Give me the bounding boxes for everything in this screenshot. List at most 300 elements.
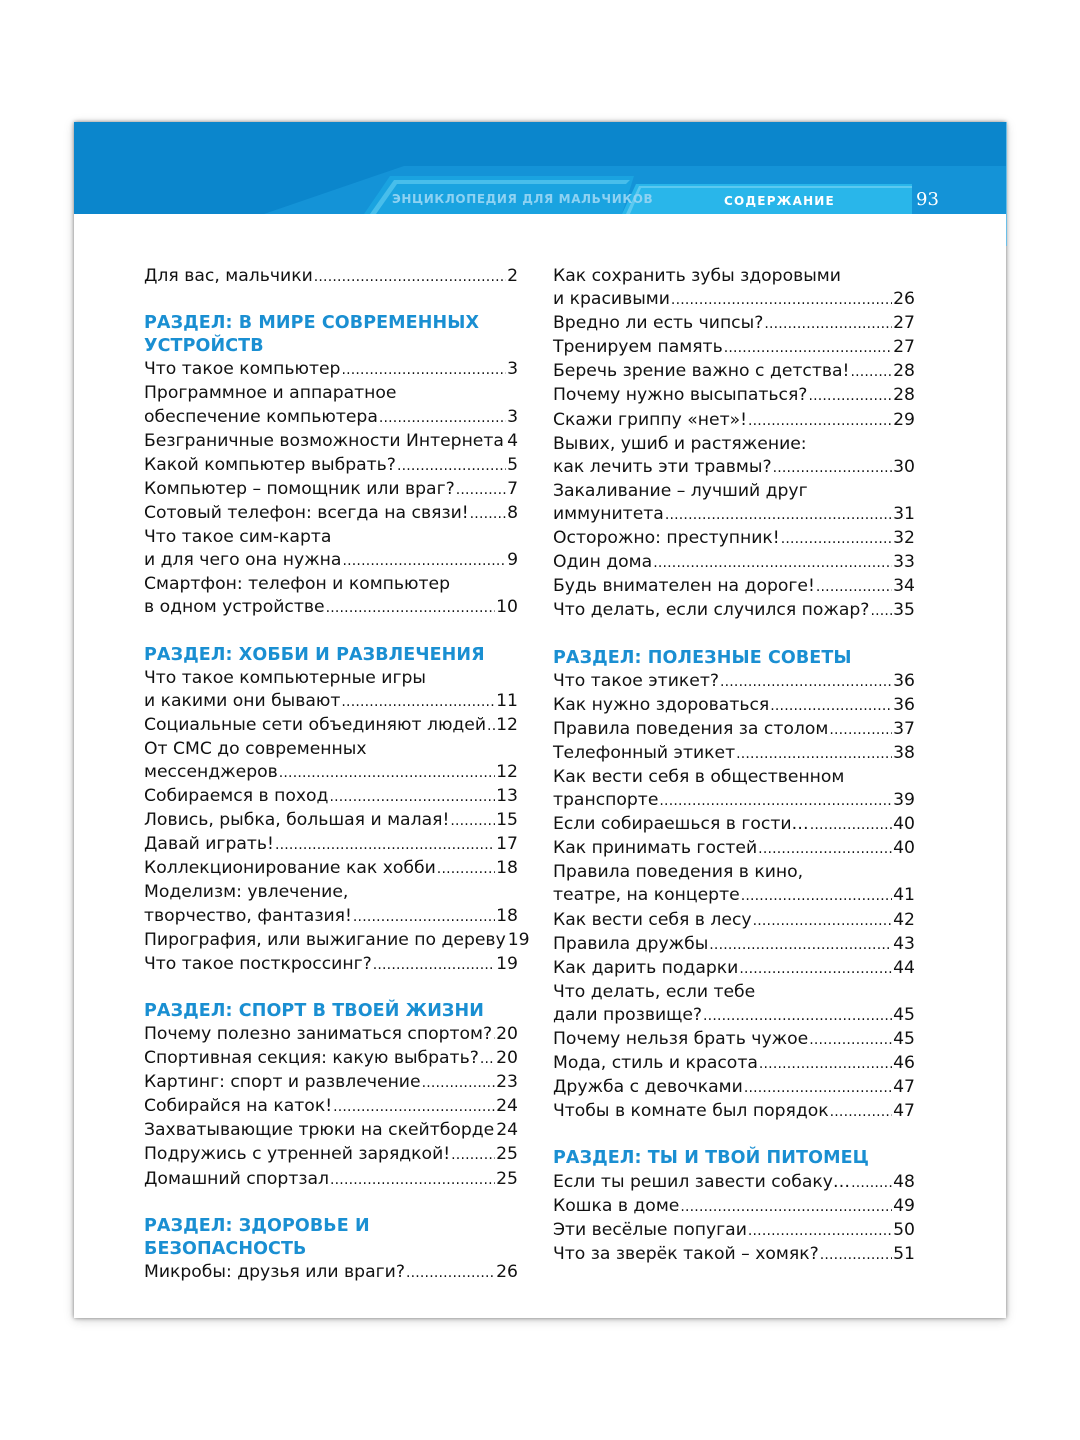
toc-page-number: 50	[893, 1219, 915, 1240]
toc-entry[interactable]	[553, 670, 915, 694]
toc-entry-title-line: Собираемся в поход	[144, 786, 329, 807]
toc-entry[interactable]	[144, 1261, 518, 1285]
dot-leader	[480, 1047, 495, 1071]
toc-entry-row	[553, 360, 915, 384]
toc-entry-title-line: Собирайся на каток!	[144, 1096, 333, 1117]
toc-entry[interactable]	[553, 336, 915, 360]
toc-entry-title-line: Скажи гриппу «нет»!	[553, 409, 747, 430]
toc-entry-title-line: Для вас, мальчики	[144, 266, 313, 286]
toc-entry[interactable]	[144, 358, 518, 382]
toc-entry-title-line: Что делать, если тебе	[553, 981, 756, 1002]
toc-entry[interactable]	[553, 1171, 915, 1195]
section-spacer	[144, 620, 518, 643]
toc-entry-title-line: Компьютер – помощник или враг?	[144, 478, 455, 499]
toc-entry-row	[144, 454, 518, 478]
toc-entry[interactable]	[553, 957, 915, 981]
toc-entry-title-line: Что такое сим-карта	[144, 527, 332, 548]
dot-leader	[671, 288, 892, 312]
toc-entry[interactable]	[553, 813, 915, 837]
dot-leader	[470, 502, 506, 526]
toc-page-number: 38	[893, 742, 915, 763]
toc-entry-row	[144, 358, 518, 382]
toc-entry-row	[144, 502, 518, 526]
toc-entry-title-line: и какими они бывают	[144, 690, 341, 711]
section-title: СОДЕРЖАНИЕ	[724, 194, 835, 208]
toc-entry-title-line: Кошка в доме	[553, 1195, 680, 1216]
toc-entry-row	[553, 1195, 915, 1219]
toc-page-number: 23	[496, 1072, 518, 1093]
section-heading	[144, 1000, 518, 1023]
toc-page-number: 10	[496, 597, 518, 618]
dot-leader	[736, 742, 892, 766]
toc-entry-title-line: Тренируем память	[553, 337, 723, 358]
toc-page-number: 25	[496, 1168, 518, 1189]
toc-entry-row	[553, 957, 915, 981]
toc-entry[interactable]	[553, 1243, 915, 1267]
toc-page-number: 51	[893, 1243, 915, 1264]
toc-page-number: 30	[893, 456, 915, 477]
toc-entry-title-line: Как принимать гостей	[553, 838, 758, 859]
toc-entry-row	[144, 1071, 518, 1095]
dot-leader	[659, 789, 892, 813]
toc-page-number: 20	[496, 1024, 518, 1044]
section-spacer	[144, 289, 518, 312]
section-heading	[144, 644, 518, 667]
toc-entry[interactable]	[144, 454, 518, 478]
toc-page-number: 24	[496, 1096, 518, 1117]
dot-leader	[830, 1100, 893, 1124]
toc-entry[interactable]	[553, 1052, 915, 1076]
toc-entry-title-line: и для чего она нужна	[144, 550, 342, 571]
toc-entry-title-line: Социальные сети объединяют людей	[144, 714, 487, 735]
toc-entry-title-line: Почему полезно заниматься спортом?	[144, 1024, 493, 1044]
page-edge-line	[1006, 122, 1007, 246]
toc-entry-title-line: Что такое этикет?	[553, 670, 719, 691]
toc-entry-title-line: Телефонный этикет	[553, 742, 736, 763]
toc-entry-title-line: Программное и аппаратное	[144, 383, 397, 404]
toc-entry[interactable]	[553, 409, 915, 433]
dot-leader	[773, 456, 893, 480]
toc-page-number: 13	[496, 786, 518, 807]
toc-entry[interactable]	[553, 433, 915, 480]
toc-page-number: 45	[893, 1029, 915, 1049]
toc-entry-row	[144, 833, 518, 857]
toc-entry[interactable]	[144, 953, 518, 977]
toc-page-number: 39	[893, 790, 915, 811]
toc-page-number: 31	[893, 503, 915, 524]
dot-leader	[759, 1052, 892, 1076]
toc-entry-title-line: Что такое компьютер	[144, 359, 341, 380]
toc-page-number: 41	[893, 885, 915, 906]
section-spacer	[553, 1124, 915, 1147]
toc-entry[interactable]	[144, 430, 518, 454]
toc-entry-title-line: Спортивная секция: какую выбрать?	[144, 1048, 479, 1069]
toc-entry-title-line: Что такое компьютерные игры	[144, 667, 426, 688]
toc-page-number: 12	[496, 761, 518, 782]
toc-entry-row	[144, 406, 518, 430]
toc-entry-title-line: Безграничные возможности Интернета	[144, 430, 504, 451]
dot-leader	[456, 478, 506, 502]
toc-entry-title-line: Как нужно здороваться	[553, 694, 770, 715]
toc-page-number: 40	[893, 838, 915, 859]
toc-entry[interactable]	[144, 881, 518, 928]
toc-right-column	[553, 265, 915, 1267]
toc-entry-title-line: в одном устройстве	[144, 597, 325, 618]
dot-leader	[437, 857, 495, 881]
toc-entry-title-line: как лечить эти травмы?	[553, 456, 772, 477]
toc-page-number: 46	[893, 1053, 915, 1074]
toc-entry-title-line: Давай играть!	[144, 834, 274, 855]
toc-entry[interactable]	[144, 785, 518, 809]
toc-entry-title-line: дали прозвище?	[553, 1004, 703, 1025]
toc-page-number: 8	[507, 502, 518, 523]
toc-entry-row	[553, 599, 915, 623]
toc-entry[interactable]	[553, 1076, 915, 1100]
toc-entry-row	[144, 761, 518, 785]
toc-entry-title-line: транспорте	[553, 790, 659, 811]
toc-entry-row	[553, 670, 915, 694]
toc-entry-title-line: Что за зверёк такой – хомяк?	[553, 1243, 819, 1264]
toc-entry-title-line: Какой компьютер выбрать?	[144, 454, 396, 475]
toc-entry[interactable]	[144, 929, 530, 953]
toc-entry-row	[553, 1028, 915, 1052]
toc-entry[interactable]	[144, 714, 518, 738]
toc-entry-title-line: Закаливание – лучший друг	[553, 480, 808, 501]
toc-page-number: 42	[893, 909, 915, 930]
toc-entry-row	[553, 909, 915, 933]
toc-entry-title-line: Как сохранить зубы здоровыми	[553, 266, 841, 286]
toc-page-number: 27	[893, 337, 915, 358]
toc-entry-title-line: Вывих, ушиб и растяжение:	[553, 433, 807, 454]
toc-page-number: 20	[496, 1048, 518, 1069]
dot-leader	[451, 1143, 495, 1167]
toc-entry[interactable]	[144, 502, 518, 526]
toc-entry-title-line: Осторожно: преступник!	[553, 528, 780, 549]
toc-entry-title-line: Мода, стиль и красота	[553, 1053, 758, 1074]
toc-page-number: 35	[893, 600, 915, 621]
toc-entry-title-line: Смартфон: телефон и компьютер	[144, 574, 451, 595]
toc-entry-row	[144, 785, 518, 809]
section-heading-line: РАЗДЕЛ: ЗДОРОВЬЕ И БЕЗОПАСНОСТЬ	[144, 1215, 370, 1259]
toc-entry-row	[144, 478, 518, 502]
toc-entry-row	[144, 1047, 518, 1071]
dot-leader	[406, 1261, 495, 1285]
toc-entry-row	[553, 1052, 915, 1076]
section-heading	[553, 1147, 915, 1170]
toc-entry-title-line: Как вести себя в общественном	[553, 766, 845, 787]
toc-entry-row	[144, 690, 518, 714]
dot-leader	[314, 265, 506, 289]
toc-page-number: 18	[496, 858, 518, 879]
toc-entry-title-line: Эти весёлые попугаи	[553, 1219, 747, 1240]
toc-entry[interactable]	[553, 837, 915, 861]
toc-entry-title-line: творчество, фантазия!	[144, 905, 352, 926]
toc-entry[interactable]	[144, 1143, 518, 1167]
toc-entry[interactable]	[553, 1219, 915, 1243]
toc-entry-title-line: Моделизм: увлечение,	[144, 882, 349, 903]
dot-leader	[680, 1195, 892, 1219]
toc-entry-row	[553, 527, 915, 551]
toc-page-number: 27	[893, 313, 915, 334]
toc-entry-row	[144, 549, 518, 573]
dot-leader	[341, 358, 506, 382]
toc-entry-title-line: Чтобы в комнате был порядок	[553, 1101, 829, 1122]
toc-entry-row	[553, 789, 915, 813]
toc-entry-row	[553, 933, 915, 957]
toc-entry-title-line: Сотовый телефон: всегда на связи!	[144, 502, 469, 523]
toc-entry-row	[553, 551, 915, 575]
toc-page-number: 33	[893, 552, 915, 573]
toc-entry-row	[553, 884, 915, 908]
toc-entry[interactable]	[144, 1095, 518, 1119]
section-heading-line: РАЗДЕЛ: ТЫ И ТВОЙ ПИТОМЕЦ	[553, 1148, 869, 1169]
dot-leader	[724, 336, 892, 360]
toc-entry[interactable]	[553, 312, 915, 336]
toc-entry-title-line: Правила дружбы	[553, 933, 709, 954]
section-heading-line: РАЗДЕЛ: В МИРЕ СОВРЕМЕННЫХ	[144, 313, 480, 334]
toc-page-number: 32	[893, 528, 915, 549]
toc-entry[interactable]	[553, 861, 915, 908]
toc-entry-row	[553, 813, 915, 837]
dot-leader	[326, 596, 496, 620]
toc-page-number: 2	[507, 266, 518, 286]
toc-entry-row	[553, 1243, 915, 1267]
dot-leader	[330, 1168, 495, 1192]
toc-entry[interactable]	[144, 738, 518, 785]
toc-entry[interactable]	[553, 551, 915, 575]
toc-page-number: 28	[893, 385, 915, 406]
dot-leader	[720, 670, 892, 694]
toc-entry-title-line: Правила поведения в кино,	[553, 862, 804, 883]
toc-entry[interactable]	[553, 265, 915, 312]
toc-entry-row	[144, 905, 518, 929]
toc-entry[interactable]	[144, 526, 518, 573]
toc-entry[interactable]	[553, 480, 915, 527]
dot-leader	[422, 1071, 496, 1095]
toc-entry-row	[553, 456, 915, 480]
dot-leader	[373, 953, 495, 977]
section-spacer	[144, 977, 518, 1000]
section-heading-line: РАЗДЕЛ: СПОРТ В ТВОЕЙ ЖИЗНИ	[144, 1000, 484, 1021]
toc-entry[interactable]	[144, 265, 518, 289]
toc-page-number: 19	[496, 953, 518, 974]
dot-leader	[744, 1076, 892, 1100]
toc-entry-row	[553, 837, 915, 861]
toc-page-number: 24	[496, 1120, 519, 1141]
toc-entry[interactable]	[144, 667, 518, 714]
toc-entry-title-line: Вредно ли есть чипсы?	[553, 313, 764, 334]
toc-page-number: 45	[893, 1004, 915, 1025]
dot-leader	[809, 1028, 892, 1052]
toc-entry[interactable]	[144, 1119, 518, 1143]
toc-entry[interactable]	[553, 384, 915, 408]
toc-entry[interactable]	[553, 718, 915, 742]
toc-entry-title-line: Если собираешься в гости…	[553, 814, 809, 835]
toc-entry-row	[144, 953, 518, 977]
toc-entry-title-line: Правила поведения за столом	[553, 718, 829, 739]
toc-entry-row	[144, 1168, 518, 1192]
toc-entry[interactable]	[553, 360, 915, 384]
toc-page-number: 7	[507, 478, 518, 499]
toc-entry[interactable]	[144, 833, 518, 857]
toc-entry-row	[144, 1119, 518, 1143]
toc-entry-row	[553, 384, 915, 408]
toc-entry-row	[144, 1261, 518, 1285]
toc-entry[interactable]	[553, 1195, 915, 1219]
toc-entry[interactable]	[144, 382, 518, 429]
dot-leader	[665, 503, 892, 527]
toc-page-number: 44	[893, 957, 915, 978]
dot-leader	[758, 837, 892, 861]
dot-leader	[770, 694, 892, 718]
section-heading	[553, 647, 915, 670]
toc-entry-title-line: Что такое посткроссинг?	[144, 953, 372, 974]
toc-entry-title-line: Один дома	[553, 552, 653, 573]
toc-page-number: 18	[496, 905, 518, 926]
dot-leader	[851, 1171, 892, 1195]
toc-page-number: 15	[496, 810, 518, 831]
toc-entry-title-line: Микробы: друзья или враги?	[144, 1261, 405, 1282]
toc-page-number: 34	[893, 576, 915, 597]
toc-page-number: 40	[893, 814, 915, 835]
toc-page-number: 12	[496, 714, 518, 735]
toc-entry-title-line: обеспечение компьютера	[144, 406, 378, 427]
toc-entry-title-line: Подружись с утренней зарядкой!	[144, 1144, 451, 1165]
toc-entry-row	[553, 1100, 915, 1124]
toc-entry-title-line: Как вести себя в лесу	[553, 909, 752, 930]
toc-entry-row	[553, 575, 915, 599]
toc-entry-row	[553, 1004, 915, 1028]
section-heading	[144, 1215, 518, 1261]
toc-page-number: 29	[893, 409, 915, 430]
toc-page-number: 17	[496, 834, 518, 855]
toc-entry-row	[144, 596, 518, 620]
toc-entry-row	[553, 718, 915, 742]
toc-entry-row	[553, 503, 915, 527]
toc-page-number: 26	[893, 289, 915, 310]
toc-entry[interactable]	[144, 573, 518, 620]
toc-entry-title-line: Коллекционирование как хобби	[144, 858, 436, 879]
toc-page-number: 37	[893, 718, 915, 739]
toc-entry[interactable]	[553, 1100, 915, 1124]
toc-entry-title-line: Домашний спортзал	[144, 1168, 329, 1189]
section-spacer	[144, 1192, 518, 1215]
toc-entry[interactable]	[553, 766, 915, 813]
toc-entry-row	[144, 1095, 518, 1119]
toc-entry[interactable]	[144, 809, 518, 833]
toc-entry-row	[144, 265, 518, 289]
toc-entry[interactable]	[553, 575, 915, 599]
toc-page-number: 19	[507, 929, 530, 950]
toc-entry[interactable]	[553, 909, 915, 933]
dot-leader	[397, 454, 506, 478]
toc-entry[interactable]	[553, 599, 915, 623]
toc-entry-title-line: Ловись, рыбка, большая и малая!	[144, 810, 450, 831]
toc-entry[interactable]	[144, 857, 518, 881]
dot-leader	[275, 833, 495, 857]
dot-leader	[487, 714, 495, 738]
toc-entry-row	[144, 1143, 518, 1167]
dot-leader	[781, 527, 892, 551]
toc-entry-title-line: Если ты решил завести собаку…	[553, 1171, 851, 1192]
toc-entry-row	[553, 312, 915, 336]
toc-page-number: 36	[893, 670, 915, 691]
dot-leader	[379, 406, 506, 430]
header-banner	[74, 122, 1006, 214]
toc-entry-row	[144, 430, 518, 454]
dot-leader	[341, 690, 495, 714]
toc-page-number: 28	[893, 361, 915, 382]
toc-entry[interactable]	[553, 933, 915, 957]
toc-entry-title-line: Как дарить подарки	[553, 957, 739, 978]
toc-entry-row	[144, 857, 518, 881]
toc-left-column	[144, 265, 530, 1285]
toc-entry-row	[553, 694, 915, 718]
toc-entry-title-line: Почему нельзя брать чужое	[553, 1029, 809, 1049]
page-number: 93	[916, 189, 939, 210]
dot-leader	[808, 384, 892, 408]
toc-entry[interactable]	[553, 1028, 915, 1052]
section-spacer	[553, 623, 915, 646]
toc-entry[interactable]	[144, 1168, 518, 1192]
toc-entry[interactable]	[553, 694, 915, 718]
dot-leader	[741, 884, 892, 908]
toc-page-number: 5	[507, 454, 518, 475]
section-heading-line: РАЗДЕЛ: ПОЛЕЗНЫЕ СОВЕТЫ	[553, 647, 852, 668]
toc-entry-row	[144, 929, 530, 953]
toc-entry-title-line: театре, на концерте	[553, 885, 740, 906]
toc-entry[interactable]	[144, 1023, 518, 1047]
dot-leader	[353, 905, 495, 929]
toc-page-number: 36	[893, 694, 915, 715]
toc-entry-row	[144, 714, 518, 738]
toc-entry-title-line: Дружба с девочками	[553, 1077, 743, 1098]
toc-entry-title-line: Почему нужно высыпаться?	[553, 385, 808, 406]
dot-leader	[703, 1004, 892, 1028]
dot-leader	[748, 1219, 892, 1243]
toc-entry-row	[553, 1219, 915, 1243]
dot-leader	[279, 761, 495, 785]
toc-entry[interactable]	[144, 1047, 518, 1071]
toc-entry-title-line: Захватывающие трюки на скейтборде	[144, 1120, 495, 1141]
toc-entry[interactable]	[144, 1071, 518, 1095]
toc-entry-title-line: иммунитета	[553, 503, 664, 524]
toc-page-number: 3	[507, 359, 518, 380]
dot-leader	[450, 809, 495, 833]
toc-entry[interactable]	[553, 742, 915, 766]
toc-entry[interactable]	[144, 478, 518, 502]
dot-leader	[653, 551, 892, 575]
section-heading-line: УСТРОЙСТВ	[144, 336, 264, 357]
toc-entry-row	[144, 1023, 518, 1047]
toc-page-number: 4	[507, 430, 518, 451]
dot-leader	[329, 785, 495, 809]
dot-leader	[820, 1243, 892, 1267]
dot-leader	[764, 312, 892, 336]
toc-page-number: 9	[507, 550, 518, 571]
toc-entry-title-line: Что делать, если случился пожар?	[553, 600, 870, 621]
toc-page-number: 25	[496, 1144, 518, 1165]
section-heading-line: РАЗДЕЛ: ХОББИ И РАЗВЛЕЧЕНИЯ	[144, 644, 485, 665]
toc-entry-row	[553, 1076, 915, 1100]
toc-entry[interactable]	[553, 527, 915, 551]
toc-entry-row	[553, 409, 915, 433]
toc-page-number: 47	[893, 1101, 915, 1122]
dot-leader	[505, 430, 506, 454]
toc-entry[interactable]	[553, 981, 915, 1028]
toc-entry-title-line: Картинг: спорт и развлечение	[144, 1072, 421, 1093]
dot-leader	[810, 813, 892, 837]
